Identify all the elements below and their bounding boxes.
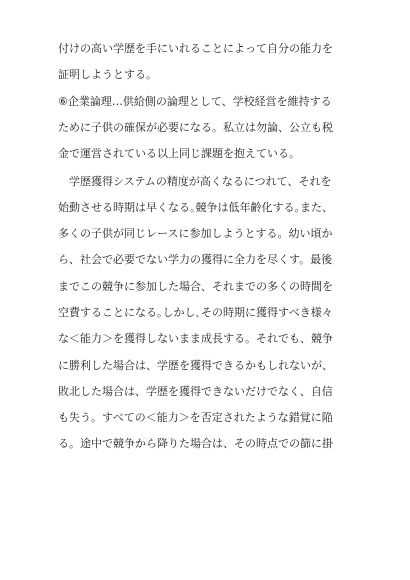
text-line-3: ⑥企業論理…供給側の論理として、学校経営を維持する [58, 95, 332, 108]
text-line-11: 空費することになる｡しかし､その時期に獲得すべき様々 [58, 306, 333, 319]
text-line-9: ら、社会で必要でない学力の獲得に全力を尽くす。最後 [58, 253, 333, 266]
text-line-16: る。途中で競争から降りた場合は、その時点での篩に掛 [58, 437, 333, 450]
text-line-10: までこの競争に参加した場合、それまでの多くの時間を [58, 280, 333, 293]
text-line-12: な＜能力＞を獲得しないまま成長する。それでも、競争 [58, 332, 333, 345]
text-line-8: 多くの子供が同じレースに参加しようとする。幼い頃か [58, 227, 333, 240]
text-line-6: 学歴獲得システムの精度が高くなるにつれて、それを [58, 175, 332, 188]
text-line-15: も失う。すべての＜能力＞を否定されたような錯覚に陥 [58, 411, 333, 424]
text-line-13: に勝利した場合は、学歴を獲得できるかもしれないが、 [58, 359, 333, 372]
text-line-14: 敗北した場合は、学歴を獲得できないだけでなく、自信 [58, 385, 333, 398]
text-line-5: 金で運営されている以上同じ課題を抱えている。 [58, 147, 300, 160]
text-line-4: ために子供の確保が必要になる。私立は勿論、公立も税 [58, 121, 333, 134]
text-line-1: 付けの高い学歴を手にいれることによって自分の能力を [58, 42, 333, 55]
text-line-7: 始動させる時期は早くなる｡競争は低年齢化する｡また、 [58, 201, 333, 214]
text-line-2: 証明しようとする。 [58, 68, 157, 81]
